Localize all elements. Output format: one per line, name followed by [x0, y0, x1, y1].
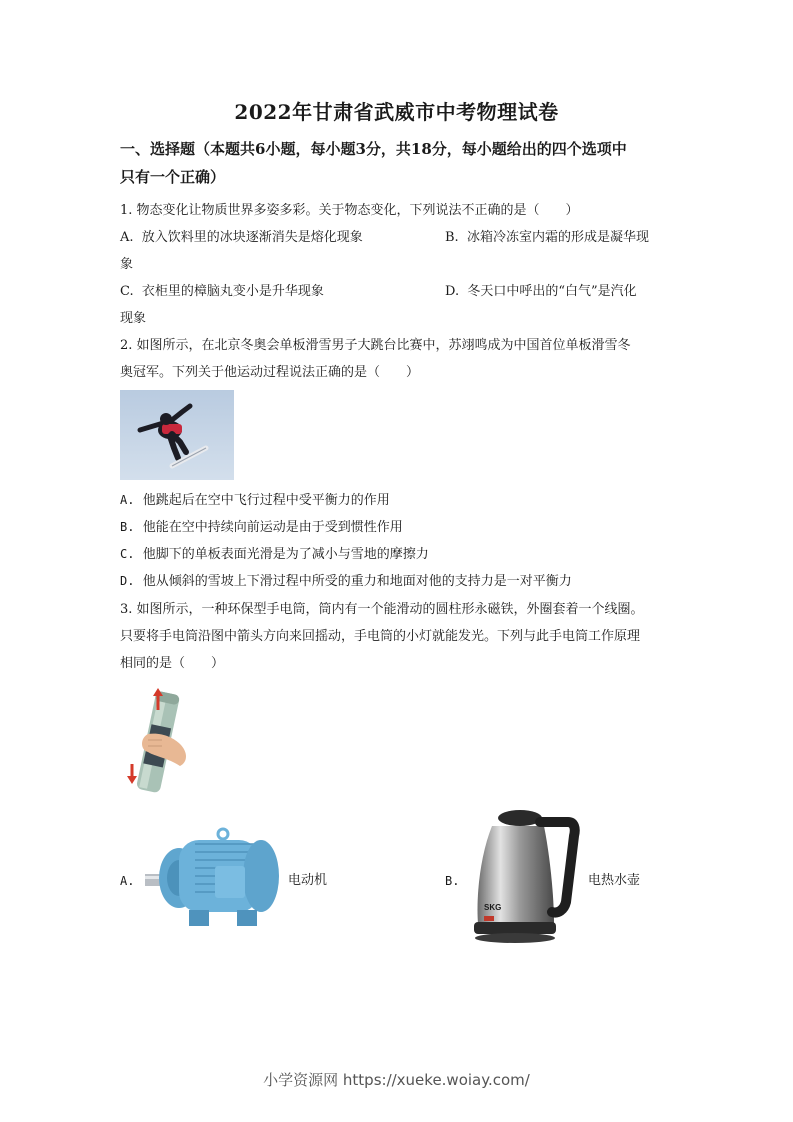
- kettle-brand: SKG: [484, 903, 502, 912]
- q2-stem-line-1: 2. 如图所示，在北京冬奥会单板滑雪男子大跳台比赛中，苏翊鸣成为中国首位单板滑雪冬: [120, 338, 631, 353]
- option-label: D.: [445, 284, 460, 299]
- q2-option-a: [120, 490, 390, 511]
- electric-kettle-photo: [470, 806, 580, 946]
- q3-stem-line-3: 相同的是（ ）: [120, 656, 225, 671]
- option-label: A.: [120, 874, 135, 888]
- q3-stem-line-2: 只要将手电筒沿图中箭头方向来回摇动，手电筒的小灯就能发光。下列与此手电筒工作原理: [120, 629, 641, 644]
- option-label: A.: [120, 230, 134, 245]
- q3-option-b-text: 电热水壶: [588, 873, 641, 888]
- q3-stem-line-1: 3. 如图所示，一种环保型手电筒，筒内有一个能滑动的圆柱形永磁铁，外圈套着一个线圈。: [120, 602, 644, 617]
- option-text: 他从倾斜的雪坡上下滑过程中所受的重力和地面对他的支持力是一对平衡力: [142, 574, 572, 589]
- q1-option-b: [445, 228, 649, 248]
- q1-option-a: [120, 228, 363, 248]
- option-text: 他能在空中持续向前运动是由于受到惯性作用: [142, 520, 403, 535]
- q2-option-c: [120, 544, 429, 565]
- snowboarder-photo: [120, 390, 234, 480]
- q1-stem: 1. 物态变化让物质世界多姿多彩。关于物态变化，下列说法不正确的是（ ）: [120, 203, 579, 218]
- option-text: 冰箱冷冻室内霜的形成是凝华现: [466, 230, 649, 245]
- q1-option-b-wrap: 象: [120, 257, 134, 272]
- q1-option-c: [120, 282, 324, 302]
- section-heading-line-1: 一、选择题（本题共6小题，每小题3分，共18分，每小题给出的四个选项中: [120, 140, 627, 158]
- option-label: C.: [120, 284, 134, 299]
- electric-motor-photo: [145, 826, 285, 930]
- footer-watermark: 小学资源网 https://xueke.woiay.com/: [263, 1071, 530, 1089]
- option-label: B.: [120, 520, 135, 534]
- option-label: A.: [120, 493, 135, 507]
- section-heading: [120, 135, 680, 191]
- q3-option-b-label: [445, 871, 459, 892]
- option-text: 冬天口中呼出的“白气”是汽化: [467, 284, 637, 299]
- page-title: 2022年甘肃省武威市中考物理试卷: [234, 100, 559, 124]
- q2-option-d: [120, 571, 572, 592]
- q1-option-d: [445, 282, 637, 302]
- option-text: 衣柜里的樟脑丸变小是升华现象: [141, 284, 324, 299]
- q1-option-d-wrap: 现象: [120, 311, 147, 326]
- q3-option-a-text: 电动机: [288, 873, 328, 888]
- option-label: B.: [445, 874, 460, 888]
- option-label: B.: [445, 230, 459, 245]
- option-text: 放入饮料里的冰块逐渐消失是熔化现象: [141, 230, 363, 245]
- q3-option-a-label: [120, 871, 134, 892]
- option-label: D.: [120, 574, 135, 588]
- option-text: 他脚下的单板表面光滑是为了减小与雪地的摩擦力: [142, 547, 429, 562]
- shake-flashlight-photo: [118, 686, 200, 798]
- q2-option-b: [120, 517, 403, 538]
- section-heading-line-2: 只有一个正确）: [120, 168, 226, 186]
- option-label: C.: [120, 547, 135, 561]
- option-text: 他跳起后在空中飞行过程中受平衡力的作用: [142, 493, 390, 508]
- q2-stem-line-2: 奥冠军。下列关于他运动过程说法正确的是（ ）: [120, 365, 420, 380]
